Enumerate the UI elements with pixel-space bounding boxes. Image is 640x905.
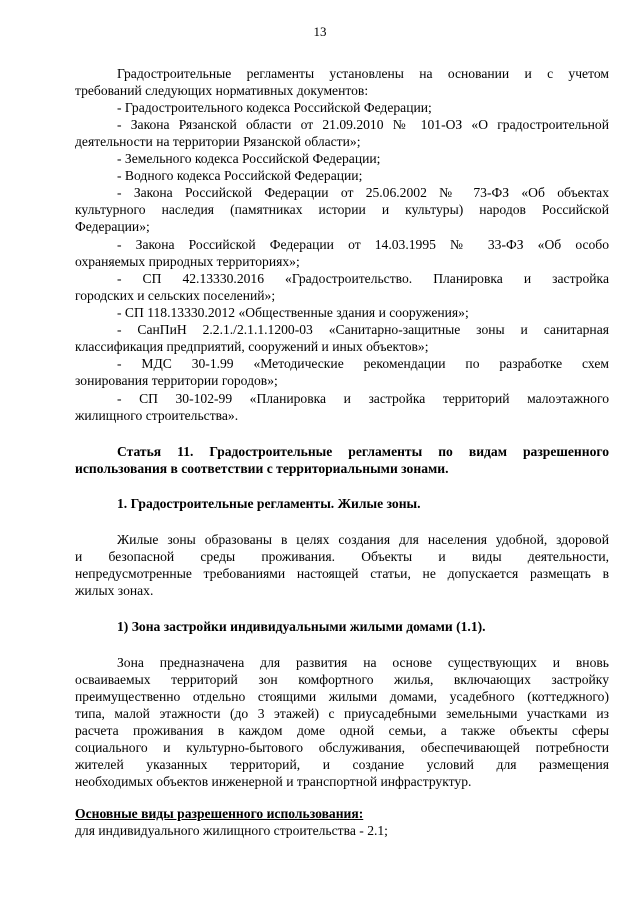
doc-line: - СП 118.13330.2012 «Общественные здания и сооружения»; bbox=[117, 305, 469, 320]
main-uses-line: для индивидуального жилищного строительства - 2.1; bbox=[75, 823, 388, 838]
doc-line: зонирования территории городов»; bbox=[75, 373, 278, 388]
doc-line: - МДС 30-1.99 «Методические рекомендации по разработке схем bbox=[117, 356, 609, 371]
doc-line: - Закона Российской Федерации от 14.03.1995 № 33-ФЗ «Об особо bbox=[117, 237, 609, 252]
doc-line: - Закона Российской Федерации от 25.06.2002 № 73-ФЗ «Об объектах bbox=[117, 185, 609, 200]
doc-line: - СП 30-102-99 «Планировка и застройка территорий малоэтажного bbox=[117, 391, 609, 406]
article-title: Статья 11. Градостроительные регламенты по видам разрешенного bbox=[117, 444, 609, 459]
main-uses-heading: Основные виды разрешенного использования: bbox=[75, 806, 364, 821]
zone-text-line: расчета проживания в каждом доме одной семьи, а также объекты сферы bbox=[75, 723, 609, 738]
doc-line: охраняемых природных территориях»; bbox=[75, 254, 300, 269]
doc-line: городских и сельских поселений»; bbox=[75, 288, 276, 303]
doc-line: - Водного кодекса Российской Федерации; bbox=[117, 168, 363, 183]
zone-text-line: Зона предназначена для развития на основе существующих и вновь bbox=[117, 655, 609, 670]
doc-line: - СанПиН 2.2.1./2.1.1.1200-03 «Санитарно-защитные зоны и санитарная bbox=[117, 322, 609, 337]
zone-text-line: социального и культурно-бытового обслуживания, обеспечивающей потребности bbox=[75, 740, 609, 755]
zone-text-line: преимущественно отдельно стоящими жилыми домами, усадебного (коттеджного) bbox=[75, 689, 609, 704]
section-text-line: жилых зонах. bbox=[75, 583, 154, 598]
zone-text-line: осваиваемых территорий зон комфортного жилья, включающих застройку bbox=[75, 672, 609, 687]
doc-line: деятельности на территории Рязанской области»; bbox=[75, 134, 361, 149]
doc-line: - СП 42.13330.2016 «Градостроительство. Планировка и застройка bbox=[117, 271, 609, 286]
section-text-line: Жилые зоны образованы в целях создания для населения удобной, здоровой bbox=[117, 532, 609, 547]
article-title: использования в соответствии с территориальными зонами. bbox=[75, 461, 449, 476]
zone-text-line: необходимых объектов инженерной и транспортной инфраструктур. bbox=[75, 774, 472, 789]
intro-line: требований следующих нормативных документов: bbox=[75, 83, 369, 98]
zone-text-line: жителей указанных территорий, и создание условий для размещения bbox=[75, 757, 609, 772]
intro-line: Градостроительные регламенты установлены на основании и с учетом bbox=[117, 66, 609, 81]
doc-line: - Градостроительного кодекса Российской Федерации; bbox=[117, 100, 432, 115]
section-heading: 1. Градостроительные регламенты. Жилые зоны. bbox=[117, 496, 421, 511]
doc-line: - Закона Рязанской области от 21.09.2010 № 101-ОЗ «О градостроительной bbox=[117, 117, 609, 132]
section-text-line: непредусмотренные требованиями настоящей статьи, не допускается размещать в bbox=[75, 566, 609, 581]
zone-heading: 1) Зона застройки индивидуальными жилыми домами (1.1). bbox=[117, 619, 486, 634]
doc-line: - Земельного кодекса Российской Федерации; bbox=[117, 151, 381, 166]
doc-line: Федерации»; bbox=[75, 219, 150, 234]
page-number: 13 bbox=[313, 24, 327, 39]
doc-line: жилищного строительства». bbox=[75, 408, 239, 423]
zone-text-line: типа, малой этажности (до 3 этажей) с приусадебными земельными участками из bbox=[75, 706, 609, 721]
doc-line: культурного наследия (памятниках истории и культуры) народов Российской bbox=[75, 202, 609, 217]
section-text-line: и безопасной среды проживания. Объекты и виды деятельности, bbox=[75, 549, 609, 564]
doc-line: классификация предприятий, сооружений и иных объектов»; bbox=[75, 339, 429, 354]
